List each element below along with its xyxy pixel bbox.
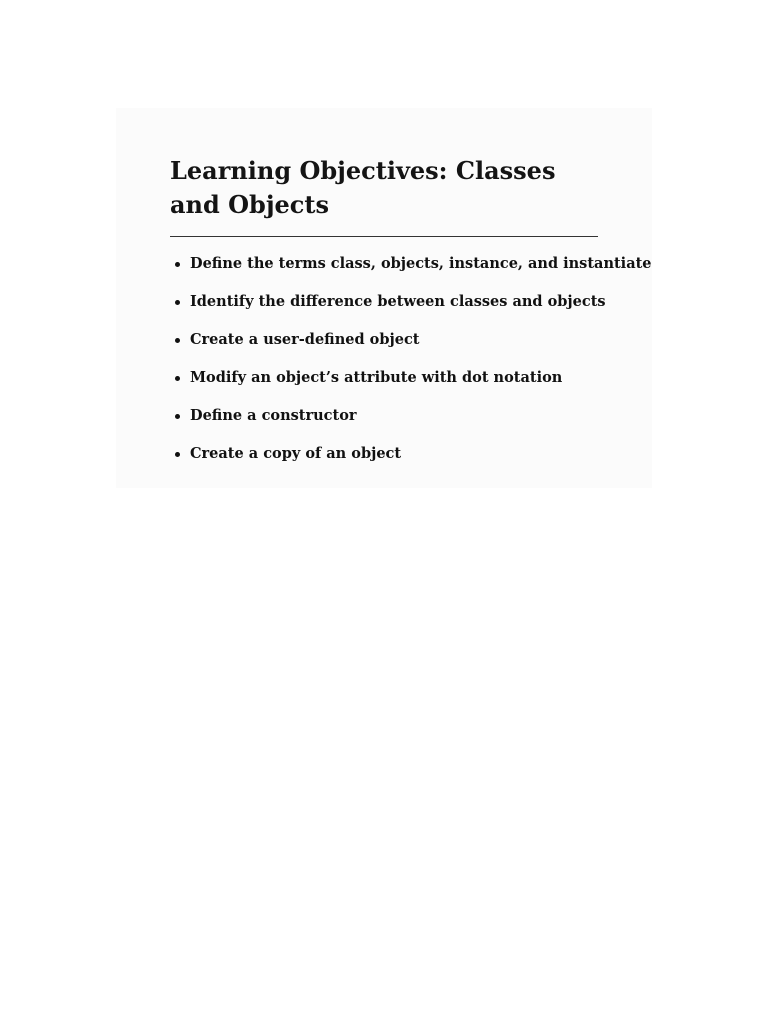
list-item (170, 330, 598, 349)
objective-text: Define the terms class, objects, instance, and instantiate (190, 255, 652, 272)
list-item (170, 368, 598, 387)
title-divider (170, 236, 598, 237)
objectives-card (116, 108, 652, 488)
list-item (170, 406, 598, 425)
objective-text: Create a copy of an object (190, 445, 402, 462)
objective-text: Define a constructor (190, 407, 357, 424)
bullet-icon (175, 414, 180, 419)
list-item (170, 444, 598, 463)
list-item (170, 254, 652, 273)
page-title: Learning Objectives: Classes and Objects (170, 156, 556, 219)
bullet-icon (175, 300, 180, 305)
bullet-icon (175, 376, 180, 381)
objectives-list (170, 254, 652, 463)
objective-text: Modify an object’s attribute with dot notation (190, 369, 563, 386)
objective-text: Identify the difference between classes and objects (190, 293, 606, 310)
bullet-icon (175, 262, 180, 267)
bullet-icon (175, 338, 180, 343)
objective-text: Create a user-defined object (190, 331, 420, 348)
bullet-icon (175, 452, 180, 457)
list-item (170, 292, 606, 311)
